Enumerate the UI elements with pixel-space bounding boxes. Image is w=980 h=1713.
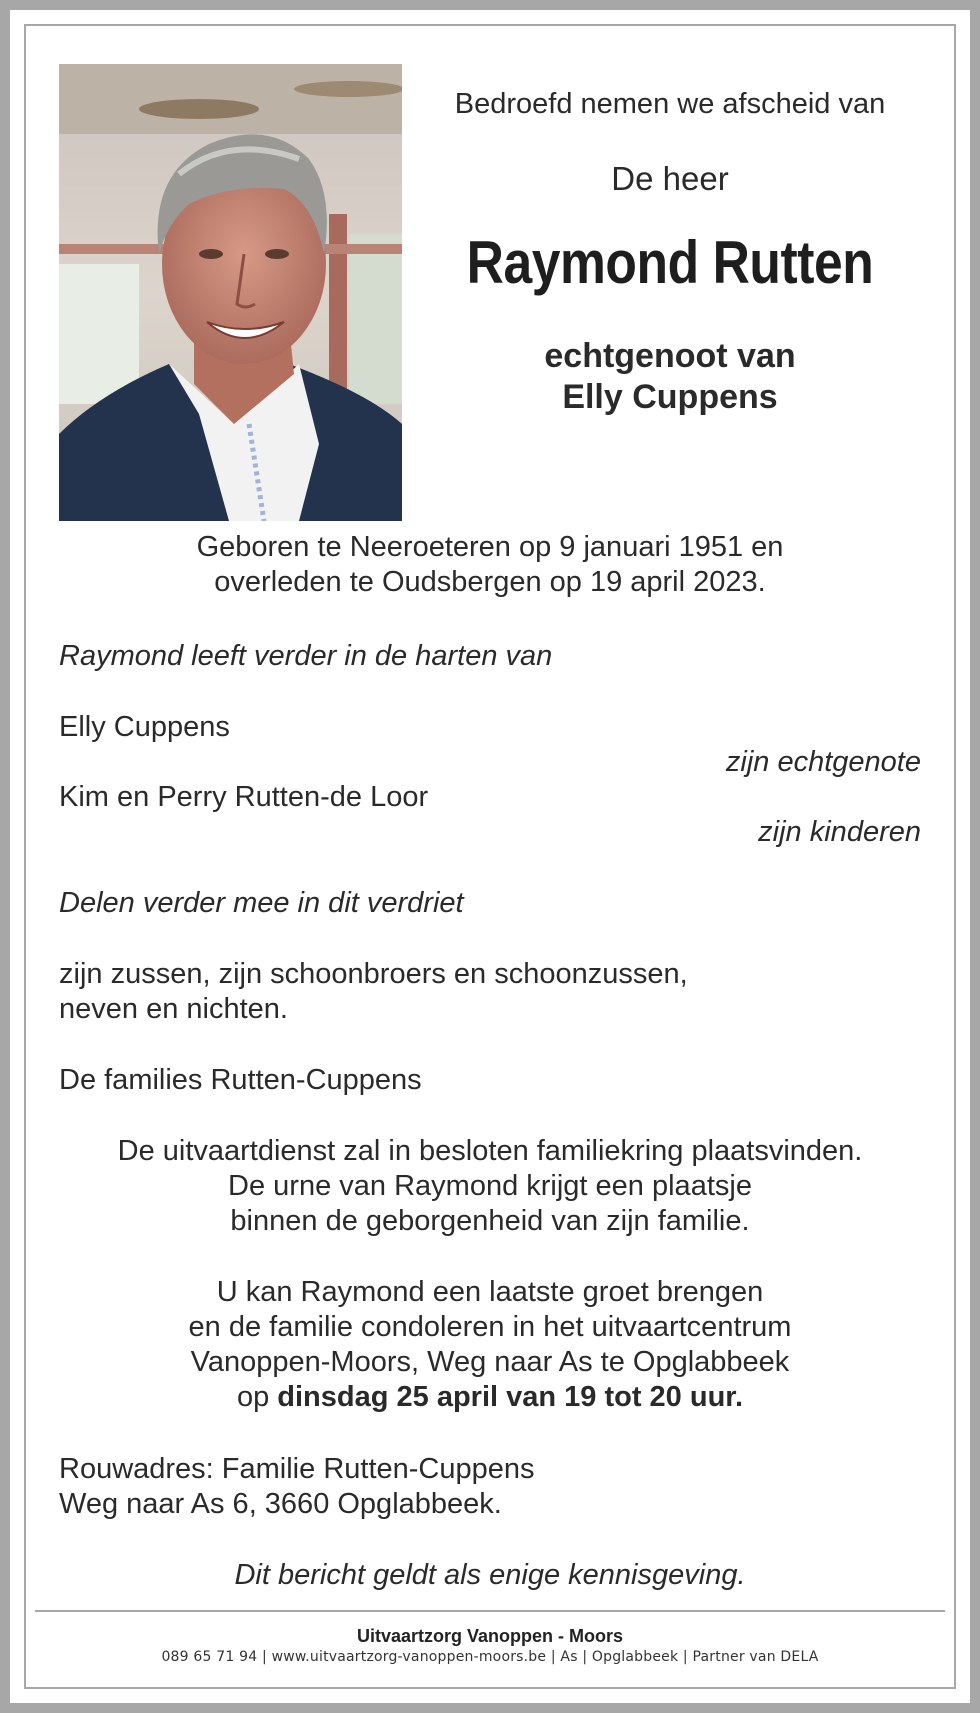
relatives-line-2: neven en nichten. — [59, 993, 288, 1025]
visitation-datetime: dinsdag 25 april van 19 tot 20 uur. — [277, 1381, 744, 1413]
honorific-title: De heer — [611, 160, 729, 197]
service-line-3: binnen de geborgenheid van zijn familie. — [230, 1205, 750, 1237]
service-info — [0, 1134, 980, 1239]
service-line-2: De urne van Raymond krijgt een plaatsje — [228, 1170, 752, 1202]
birth-line: Geboren te Neeroeteren op 9 januari 1951 en — [196, 531, 784, 563]
visitation-line-4 — [0, 1380, 980, 1415]
deceased-name: Raymond Rutten — [466, 229, 874, 296]
address-line-2: Weg naar As 6, 3660 Opglabbeek. — [59, 1488, 502, 1520]
families-line: De families Rutten-Cuppens — [59, 1064, 422, 1096]
relatives-line-1: zijn zussen, zijn schoonbroers en schoonzussen, — [59, 958, 688, 990]
relation-line-1: echtgenoot van — [544, 337, 796, 375]
spouse-relation — [400, 336, 940, 418]
survivor-role: zijn echtgenote — [725, 746, 921, 778]
survivors-heading: Raymond leeft verder in de harten van — [59, 640, 553, 672]
visitation-info — [0, 1275, 980, 1415]
funeral-home-contact: 089 65 71 94 | www.uitvaartzorg-vanoppen-moors.be | As | Opglabbeek | Partner van DELA — [161, 1649, 819, 1665]
service-line-1: De uitvaartdienst zal in besloten familiekring plaatsvinden. — [117, 1135, 863, 1167]
visitation-line-3: Vanoppen-Moors, Weg naar As te Opglabbeek — [190, 1346, 790, 1378]
survivor-role: zijn kinderen — [758, 816, 921, 848]
relation-line-2: Elly Cuppens — [562, 378, 778, 416]
birth-death-info — [0, 530, 980, 600]
survivor-name: Kim en Perry Rutten-de Loor — [59, 781, 429, 813]
footer-divider — [35, 1610, 945, 1612]
visitation-line-1: U kan Raymond een laatste groet brengen — [216, 1276, 764, 1308]
visitation-line-2: en de familie condoleren in het uitvaartcentrum — [188, 1311, 792, 1343]
survivor-name: Elly Cuppens — [59, 711, 230, 743]
portrait-photo — [59, 64, 402, 521]
sharing-heading: Delen verder mee in dit verdriet — [59, 887, 464, 919]
notice-text: Dit bericht geldt als enige kennisgeving. — [234, 1559, 746, 1591]
death-line: overleden te Oudsbergen op 19 april 2023. — [214, 566, 766, 598]
visitation-prefix: op — [236, 1381, 278, 1413]
intro-text: Bedroefd nemen we afscheid van — [454, 88, 886, 120]
address-line-1: Rouwadres: Familie Rutten-Cuppens — [59, 1453, 535, 1485]
funeral-home-name: Uitvaartzorg Vanoppen - Moors — [356, 1626, 624, 1646]
